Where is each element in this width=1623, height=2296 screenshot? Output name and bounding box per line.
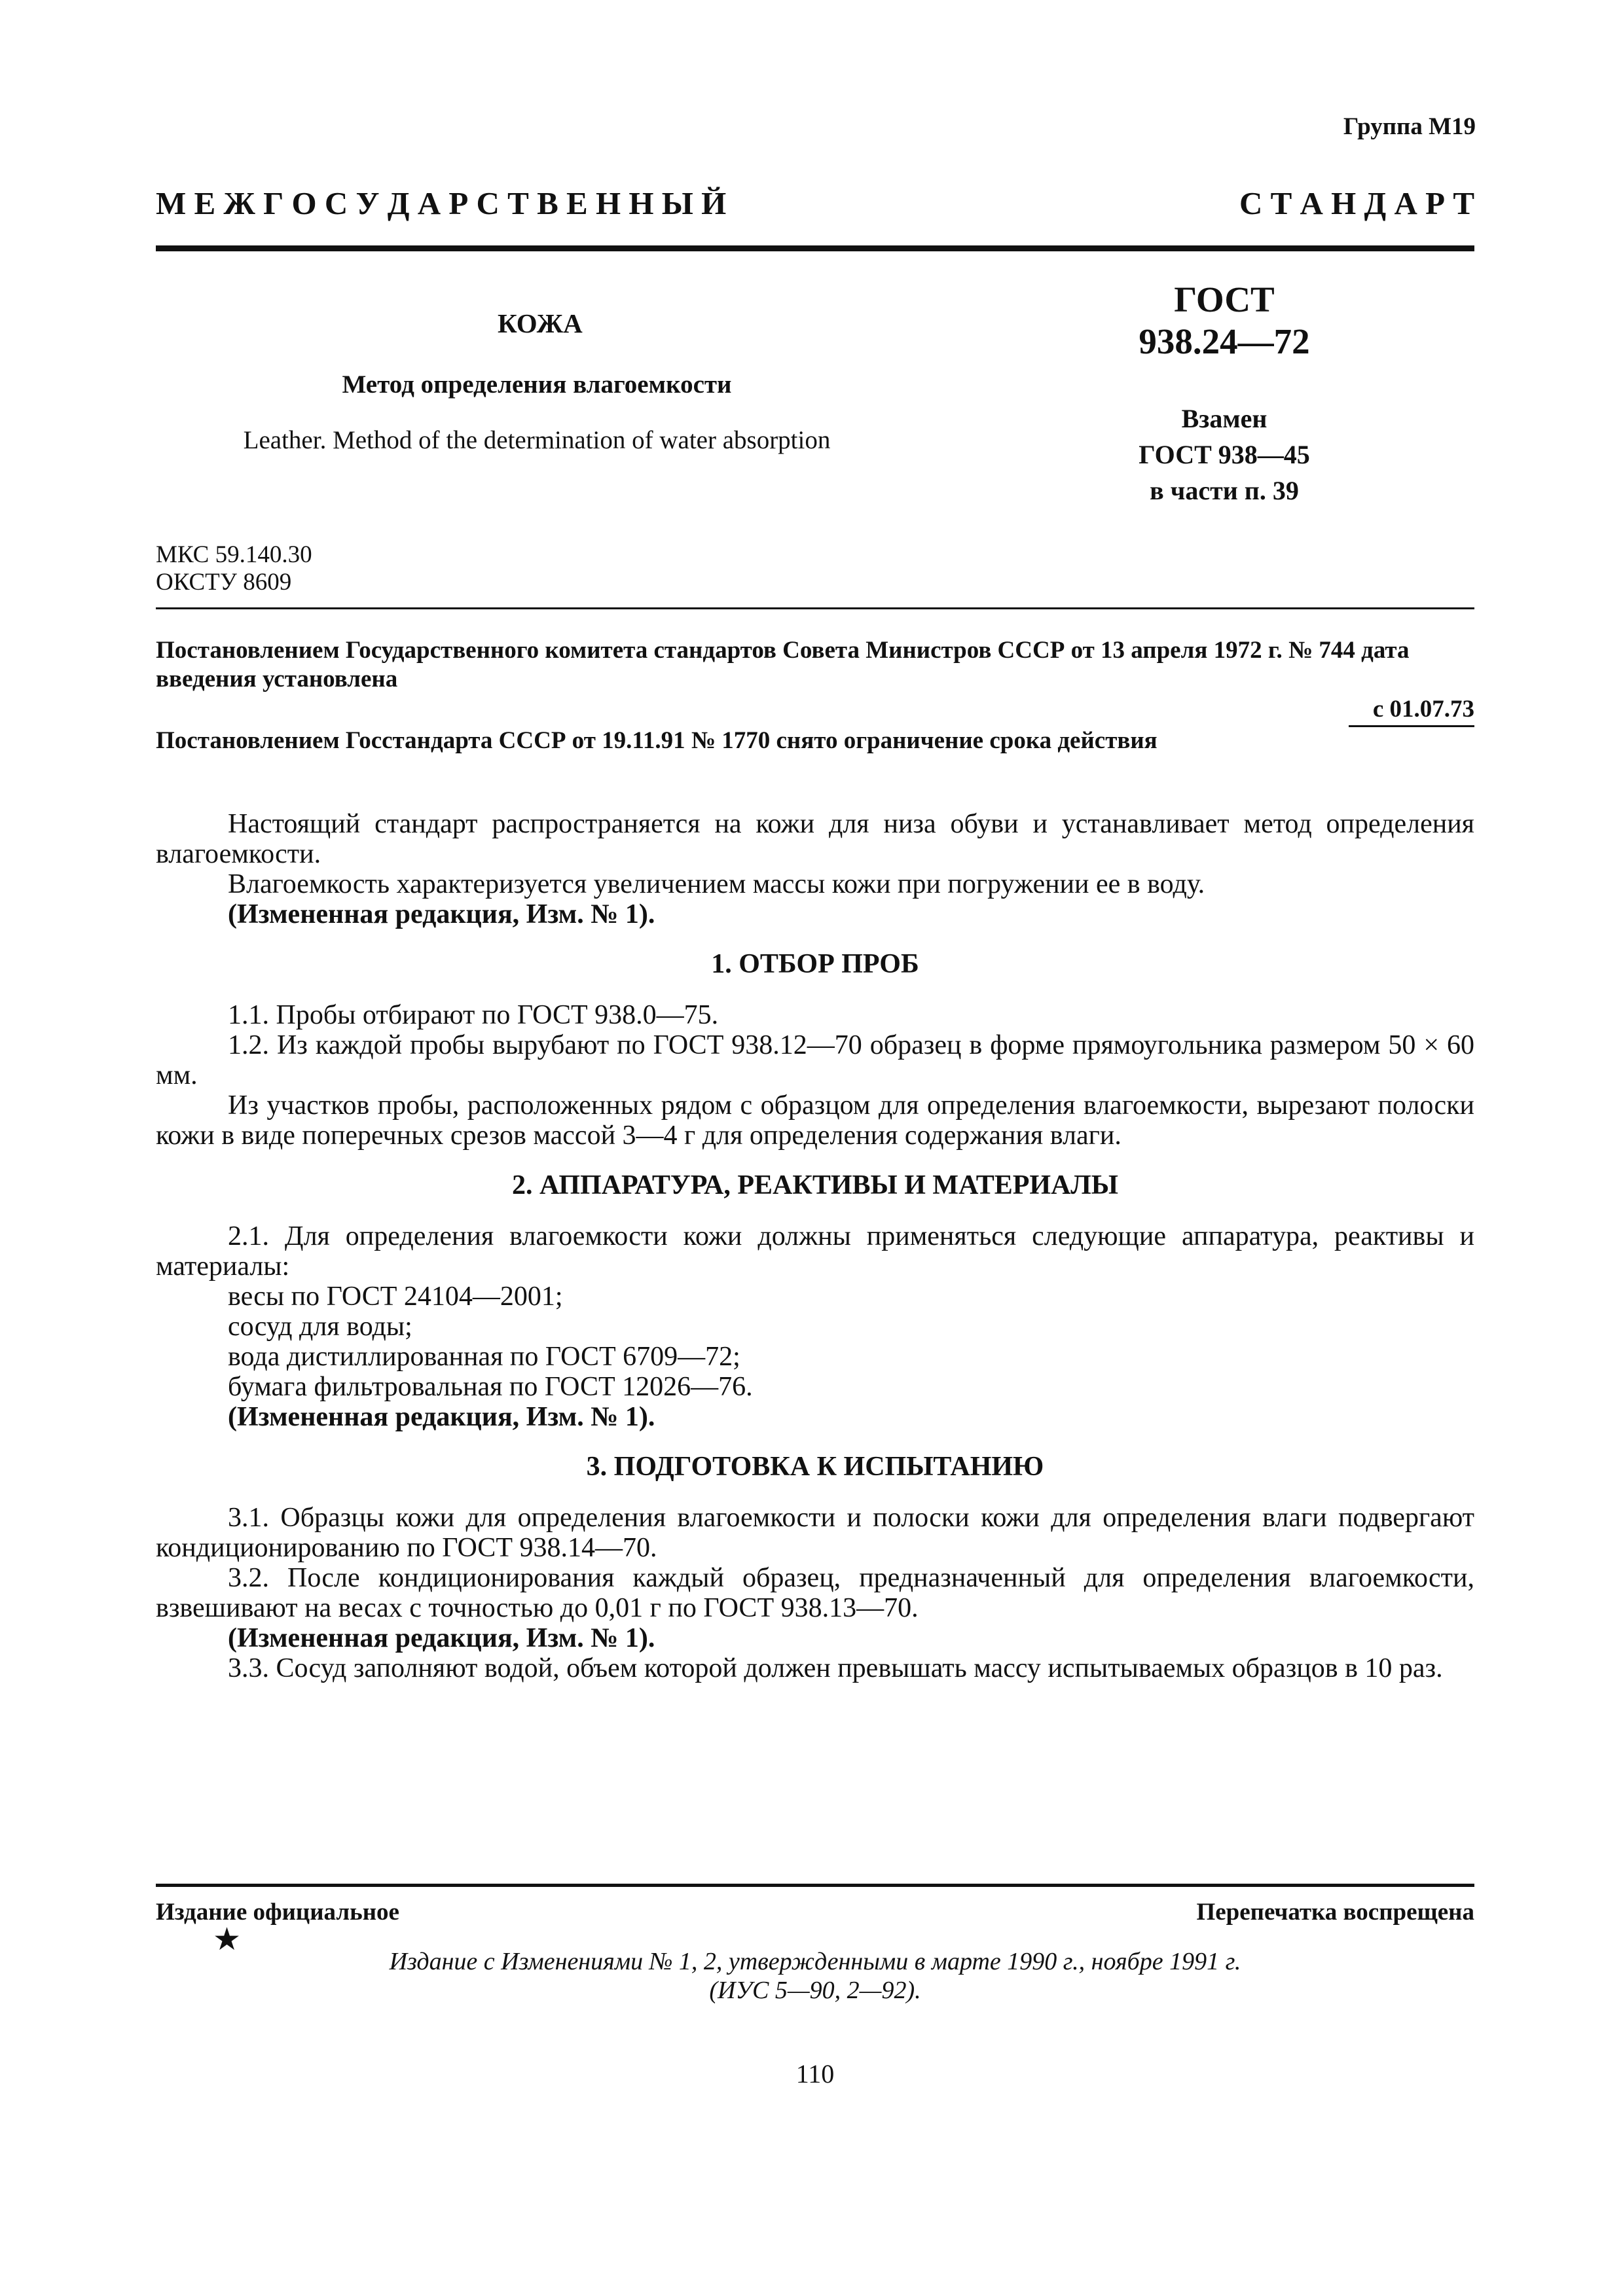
clause: Из участков пробы, расположенных рядом с образцом для определения влагоемкости, вырезают полоски кожи в виде поперечных срезов массой 3—4 г для определения содержания влаги. bbox=[156, 1090, 1474, 1151]
replaces-label: Взамен bbox=[1181, 404, 1267, 433]
edition-note bbox=[156, 1947, 1474, 2005]
amendment-note: (Измененная редакция, Изм. № 1). bbox=[228, 1623, 655, 1653]
replaces-part: в части п. 39 bbox=[1150, 476, 1299, 505]
banner-standard: С Т А Н Д А Р Т bbox=[1239, 185, 1474, 221]
official-edition-label: Издание официальное bbox=[156, 1899, 399, 1926]
classification-codes bbox=[156, 541, 312, 596]
footer-rule bbox=[156, 1884, 1474, 1887]
clause: 3.2. После кондиционирования каждый образец, предназначенный для определения влагоемкости, взвешивают на весах с точностью до 0,01 г по ГОСТ 938.13—70. bbox=[156, 1563, 1474, 1623]
okstu-code: ОКСТУ 8609 bbox=[156, 569, 292, 596]
group-code: Группа М19 bbox=[1343, 113, 1476, 140]
replaces-block bbox=[1100, 401, 1349, 509]
clause: 2.1. Для определения влагоемкости кожи должны применяться следующие аппаратура, реактивы и материалы: bbox=[156, 1221, 1474, 1282]
document-body bbox=[156, 809, 1474, 1683]
edition-line: (ИУС 5—90, 2—92). bbox=[709, 1977, 921, 2004]
document-subtitle: Метод определения влагоемкости bbox=[342, 370, 732, 399]
banner-interstate: М Е Ж Г О С У Д А Р С Т В Е Н Н Ы Й bbox=[156, 185, 727, 221]
reprint-prohibited-label: Перепечатка воспрещена bbox=[1196, 1899, 1474, 1926]
decree-introduction: Постановлением Государственного комитета стандартов Совета Министров СССР от 13 апреля 1972 г. № 744 дата введения установлена bbox=[156, 637, 1410, 692]
clause: 1.1. Пробы отбирают по ГОСТ 938.0—75. bbox=[228, 1000, 719, 1030]
section-heading: 1. ОТБОР ПРОБ bbox=[711, 949, 919, 979]
gost-label: ГОСТ bbox=[1174, 279, 1275, 319]
page-number: 110 bbox=[795, 2059, 835, 2089]
list-item: весы по ГОСТ 24104—2001; bbox=[228, 1282, 563, 1312]
mks-code: МКС 59.140.30 bbox=[156, 541, 312, 568]
clause: 3.3. Сосуд заполняют водой, объем которой должен превышать массу испытываемых образцов в 10 раз. bbox=[228, 1653, 1443, 1683]
amendment-note: (Измененная редакция, Изм. № 1). bbox=[228, 899, 655, 929]
clause: 1.2. Из каждой пробы вырубают по ГОСТ 938.12—70 образец в форме прямоугольника размером 50 × 60 мм. bbox=[156, 1030, 1474, 1090]
list-item: сосуд для воды; bbox=[228, 1312, 412, 1342]
header-rule bbox=[156, 245, 1474, 251]
effective-date-underline bbox=[1349, 725, 1474, 727]
list-item: бумага фильтровальная по ГОСТ 12026—76. bbox=[228, 1372, 753, 1402]
gost-number: 938.24—72 bbox=[1139, 321, 1310, 361]
edition-line: Издание с Изменениями № 1, 2, утвержденными в марте 1990 г., ноябре 1991 г. bbox=[389, 1948, 1241, 1975]
section-heading: 3. ПОДГОТОВКА К ИСПЫТАНИЮ bbox=[586, 1452, 1044, 1482]
decree-validity: Постановлением Госстандарта СССР от 19.11.91 № 1770 снято ограничение срока действия bbox=[156, 727, 1158, 754]
codes-rule bbox=[156, 607, 1474, 609]
intro-paragraph: Влагоемкость характеризуется увеличением массы кожи при погружении ее в воду. bbox=[228, 869, 1205, 899]
list-item: вода дистиллированная по ГОСТ 6709—72; bbox=[228, 1342, 740, 1372]
intro-paragraph: Настоящий стандарт распространяется на кожи для низа обуви и устанавливает метод определения влагоемкости. bbox=[156, 809, 1474, 869]
document-title: КОЖА bbox=[498, 308, 583, 338]
section-heading: 2. АППАРАТУРА, РЕАКТИВЫ И МАТЕРИАЛЫ bbox=[512, 1170, 1118, 1200]
effective-date: с 01.07.73 bbox=[1372, 696, 1474, 723]
clause: 3.1. Образцы кожи для определения влагоемкости и полоски кожи для определения влаги подвергают кондиционированию по ГОСТ 938.14—70. bbox=[156, 1503, 1474, 1563]
star-icon: ★ bbox=[213, 1922, 242, 1957]
replaces-standard: ГОСТ 938—45 bbox=[1139, 440, 1310, 469]
standard-banner bbox=[156, 185, 1474, 222]
amendment-note: (Измененная редакция, Изм. № 1). bbox=[228, 1402, 655, 1432]
document-title-english: Leather. Method of the determination of water absorption bbox=[243, 426, 831, 454]
